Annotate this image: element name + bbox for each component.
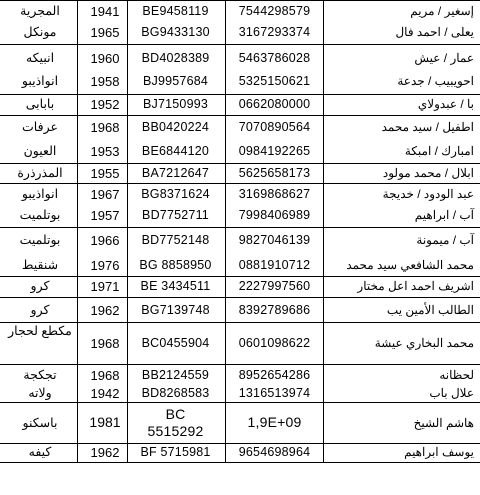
cell-name[interactable]: علال باب — [429, 386, 474, 400]
cell-year[interactable]: 1962 — [90, 445, 120, 460]
cell-id[interactable]: BF 5715981 — [140, 445, 211, 459]
cell-name[interactable]: يعلى / احمد فال — [395, 25, 474, 39]
cell-city[interactable]: بوتلميت — [19, 233, 61, 247]
cell-phone[interactable]: 0662080000 — [238, 97, 311, 111]
cell-id[interactable]: BG9433130 — [141, 25, 210, 39]
cell-name[interactable]: آب / ابراهيم — [414, 208, 474, 222]
row-border — [0, 402, 480, 403]
cell-phone[interactable]: 3169868627 — [238, 187, 311, 201]
cell-city[interactable]: انواذيبو — [21, 187, 59, 201]
cell-year[interactable]: 1966 — [90, 233, 120, 248]
cell-phone[interactable]: 5625658173 — [238, 166, 311, 180]
cell-city[interactable]: عرفات — [22, 120, 58, 134]
cell-id[interactable]: BG 8858950 — [139, 258, 212, 272]
cell-year[interactable]: 1942 — [90, 386, 120, 401]
cell-phone[interactable]: 0601098622 — [238, 336, 311, 350]
cell-year[interactable]: 1967 — [90, 187, 120, 202]
column-border — [225, 0, 226, 462]
row-border — [0, 227, 480, 228]
row-border — [0, 94, 480, 95]
cell-id[interactable]: BE9458119 — [142, 4, 209, 18]
cell-city[interactable]: انبيكه — [25, 51, 55, 65]
cell-phone[interactable]: 1316513974 — [238, 386, 311, 400]
cell-city[interactable]: مكطع لحجار — [8, 324, 72, 338]
cell-id[interactable]: BD4028389 — [141, 51, 210, 65]
cell-id[interactable]: BC0455904 — [141, 336, 210, 350]
cell-name[interactable]: اطفيل / سيد محمد — [381, 120, 474, 134]
cell-phone[interactable]: 7070890564 — [238, 120, 311, 134]
cell-name[interactable]: اشريف احمد اعل مختار — [357, 279, 474, 293]
cell-name[interactable]: عمار / عيش — [414, 51, 474, 65]
cell-id[interactable]: BD7752711 — [142, 208, 209, 222]
cell-year[interactable]: 1960 — [90, 51, 120, 66]
row-border — [0, 322, 480, 323]
cell-phone[interactable]: 8392789686 — [238, 303, 311, 317]
cell-year[interactable]: 1968 — [90, 368, 120, 383]
cell-city[interactable]: مونكل — [23, 25, 57, 39]
cell-name[interactable]: ابلال / محمد مولود — [382, 166, 474, 180]
cell-name[interactable]: احويبيب / جدعة — [397, 74, 474, 88]
cell-name[interactable]: يوسف ابراهيم — [404, 445, 474, 459]
cell-id[interactable]: BJ7150993 — [142, 97, 209, 111]
cell-phone[interactable]: 7998406989 — [238, 208, 311, 222]
cell-city[interactable]: بوتلميت — [19, 208, 61, 222]
row-border — [0, 0, 480, 1]
cell-phone[interactable]: 2227997560 — [238, 279, 311, 293]
cell-year[interactable]: 1981 — [89, 414, 121, 430]
cell-id[interactable]: BC 5515292 — [147, 406, 204, 439]
row-border — [0, 115, 480, 116]
cell-name[interactable]: امبارك / امبكة — [404, 144, 474, 158]
cell-city[interactable]: المذرذرة — [17, 166, 63, 180]
cell-id[interactable]: BD7752148 — [141, 233, 210, 247]
cell-phone[interactable]: 5463786028 — [238, 51, 311, 65]
cell-city[interactable]: باسكنو — [22, 416, 58, 430]
cell-id[interactable]: BB0420224 — [141, 120, 210, 134]
cell-city[interactable]: تجكجة — [23, 368, 57, 382]
cell-year[interactable]: 1971 — [90, 279, 120, 294]
cell-phone[interactable]: 0881910712 — [238, 258, 311, 272]
cell-year[interactable]: 1941 — [90, 4, 120, 19]
row-border — [0, 443, 480, 444]
cell-year[interactable]: 1962 — [90, 303, 120, 318]
row-border — [0, 297, 480, 298]
cell-city[interactable]: المجرية — [20, 4, 60, 18]
cell-id[interactable]: BJ9957684 — [142, 74, 209, 88]
cell-id[interactable]: BE6844120 — [141, 144, 210, 158]
cell-name[interactable]: إسغير / مريم — [410, 4, 474, 18]
cell-city[interactable]: كيفه — [28, 445, 52, 459]
cell-year[interactable]: 1965 — [90, 25, 120, 40]
cell-phone[interactable]: 8952654286 — [238, 368, 311, 382]
cell-city[interactable]: العيون — [23, 144, 57, 158]
row-border — [0, 276, 480, 277]
column-border — [323, 0, 324, 462]
cell-phone[interactable]: 0984192265 — [238, 144, 311, 158]
cell-city[interactable]: ولاته — [28, 386, 52, 400]
cell-name[interactable]: الطالب الأمين يب — [386, 303, 474, 317]
cell-phone[interactable]: 7544298579 — [238, 4, 311, 18]
cell-id[interactable]: BE 3434511 — [140, 279, 211, 293]
cell-city[interactable]: شنقيط — [21, 258, 59, 272]
cell-phone[interactable]: 5325150621 — [238, 74, 311, 88]
cell-year[interactable]: 1976 — [90, 258, 120, 273]
cell-id[interactable]: BA7212647 — [141, 166, 210, 180]
cell-phone[interactable]: 9827046139 — [238, 233, 311, 247]
cell-name[interactable]: هاشم الشيخ — [413, 416, 474, 430]
cell-year[interactable]: 1957 — [90, 208, 120, 223]
cell-city[interactable]: انواذيبو — [21, 74, 59, 88]
row-border — [0, 364, 480, 365]
cell-year[interactable]: 1968 — [90, 336, 120, 351]
cell-id[interactable]: BD8268583 — [141, 386, 210, 400]
cell-city[interactable]: كرو — [30, 279, 50, 293]
cell-phone[interactable]: 3167293374 — [238, 25, 311, 39]
row-border — [0, 462, 480, 463]
cell-city[interactable]: كرو — [30, 303, 50, 317]
column-border — [77, 0, 78, 462]
cell-name[interactable]: با / عبدولاي — [417, 97, 474, 111]
cell-phone[interactable]: 9654698964 — [238, 445, 311, 459]
cell-id[interactable]: BB2124559 — [141, 368, 210, 382]
row-border — [0, 183, 480, 184]
cell-id[interactable]: BG8371624 — [141, 187, 210, 201]
cell-name[interactable]: محمد الشافعي سيد محمد — [346, 258, 474, 272]
cell-year[interactable]: 1958 — [90, 74, 120, 89]
cell-id[interactable]: BG7139748 — [141, 303, 210, 317]
cell-year[interactable]: 1968 — [90, 120, 120, 135]
cell-city[interactable]: بابابى — [25, 97, 55, 111]
cell-year[interactable]: 1953 — [90, 144, 120, 159]
cell-phone[interactable]: 1,9E+09 — [247, 414, 302, 430]
cell-name[interactable]: عبد الودود / خديجة — [382, 187, 474, 201]
row-border — [0, 163, 480, 164]
cell-name[interactable]: آب / ميمونة — [416, 233, 474, 247]
cell-name[interactable]: لحظانه — [439, 368, 474, 382]
row-border — [0, 44, 480, 45]
cell-year[interactable]: 1955 — [90, 166, 120, 181]
cell-year[interactable]: 1952 — [90, 97, 120, 112]
cell-name[interactable]: محمد البخاري عيشة — [374, 336, 474, 350]
